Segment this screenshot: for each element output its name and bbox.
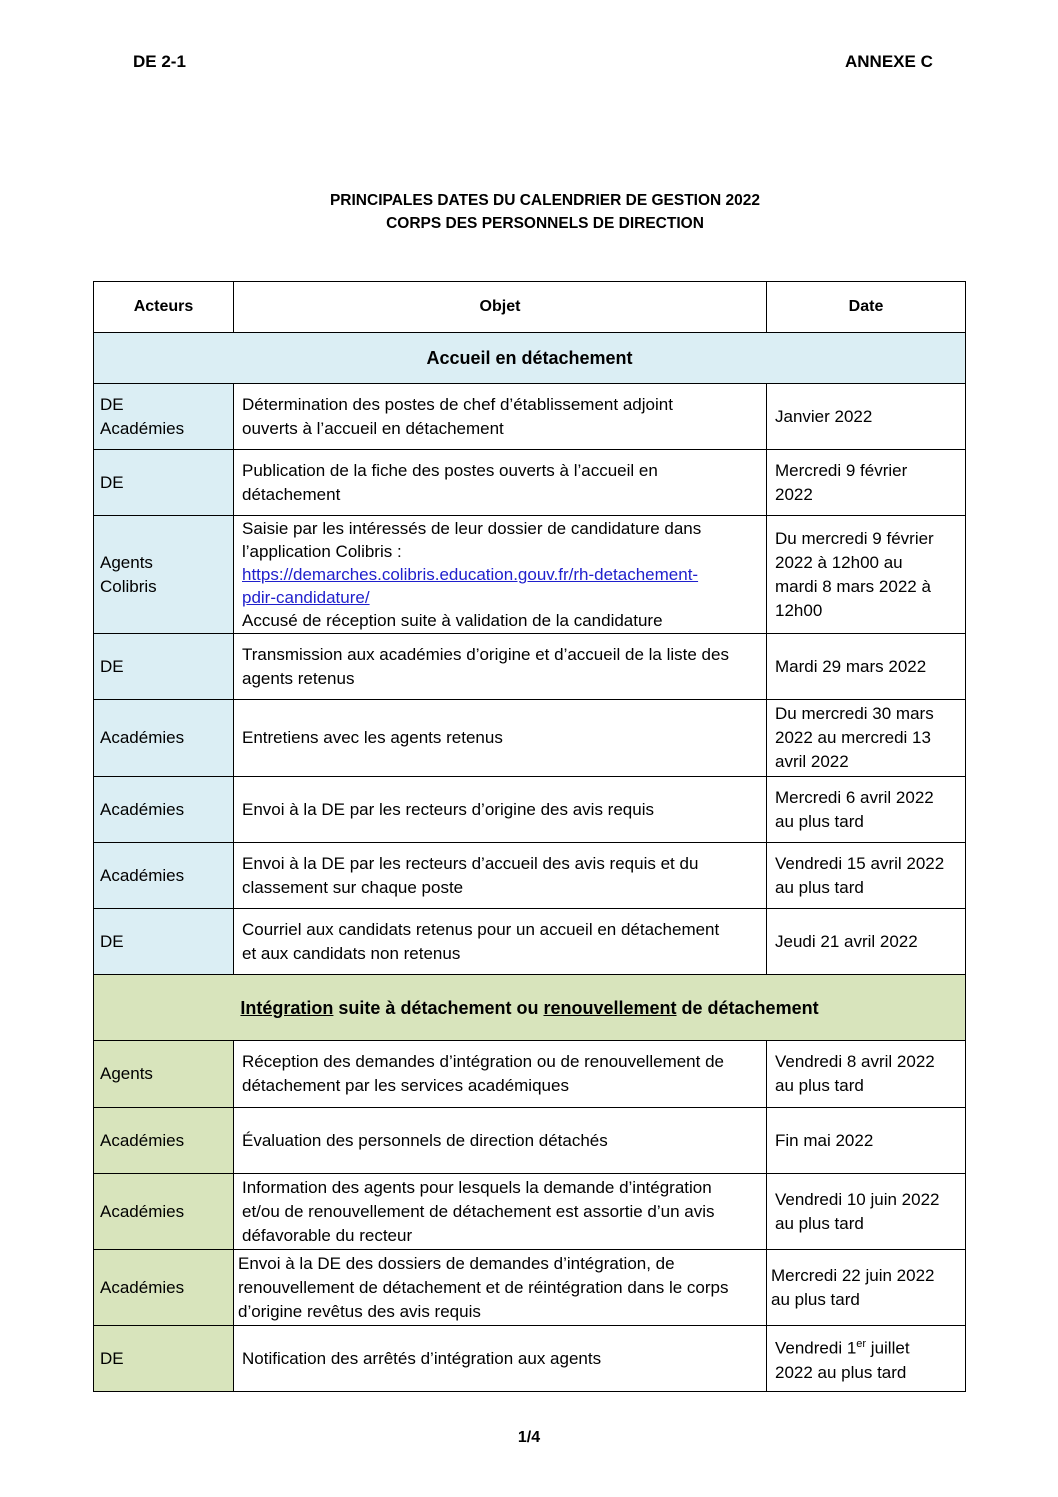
object-cell: Détermination des postes de chef d’établissement adjoint ouverts à l’accueil en détachement xyxy=(234,384,767,450)
colibris-link-continued[interactable]: pdir-candidature/ xyxy=(242,588,370,607)
actor-cell: DE Académies xyxy=(94,384,234,450)
object-cell: Entretiens avec les agents retenus xyxy=(234,700,767,777)
object-cell: Saisie par les intéressés de leur dossier de candidature dans l’application Colibris : https://demarches.colibris.education.gouv.fr/rh-detachement- pdir-candidature/ Accusé de réception suite à validation de la candidature xyxy=(234,516,767,634)
object-cell: Envoi à la DE des dossiers de demandes d’intégration, de renouvellement de détachement et de réintégration dans le corps d’origine revêtus des avis requis xyxy=(234,1250,767,1326)
date-cell: Vendredi 8 avril 2022 au plus tard xyxy=(767,1041,966,1108)
date-cell: Janvier 2022 xyxy=(767,384,966,450)
table-row xyxy=(94,843,966,909)
document-code: DE 2-1 xyxy=(133,52,186,71)
actor-cell: DE xyxy=(94,450,234,516)
date-cell: Mercredi 22 juin 2022 au plus tard xyxy=(767,1250,966,1326)
table-row xyxy=(94,1326,966,1392)
actor-cell: Académies xyxy=(94,1108,234,1174)
object-cell: Publication de la fiche des postes ouverts à l’accueil en détachement xyxy=(234,450,767,516)
date-cell: Fin mai 2022 xyxy=(767,1108,966,1174)
page-title: PRINCIPALES DATES DU CALENDRIER DE GESTION 2022 xyxy=(329,192,761,209)
table-row xyxy=(94,450,966,516)
table-row xyxy=(94,1174,966,1250)
date-cell: Mardi 29 mars 2022 xyxy=(767,634,966,700)
actor-cell: Académies xyxy=(94,777,234,843)
calendar-table xyxy=(93,281,966,1392)
table-row xyxy=(94,909,966,975)
section-title-accueil: Accueil en détachement xyxy=(94,333,966,384)
date-cell: Vendredi 15 avril 2022 au plus tard xyxy=(767,843,966,909)
actor-cell: DE xyxy=(94,1326,234,1392)
date-cell: Vendredi 1er juillet 2022 au plus tard xyxy=(767,1326,966,1392)
date-cell: Jeudi 21 avril 2022 xyxy=(767,909,966,975)
annex-label: ANNEXE C xyxy=(845,52,933,71)
actor-cell: Agents xyxy=(94,1041,234,1108)
page-subtitle: CORPS DES PERSONNELS DE DIRECTION xyxy=(386,215,704,232)
table-row xyxy=(94,700,966,777)
object-cell: Réception des demandes d’intégration ou de renouvellement de détachement par les services académiques xyxy=(234,1041,767,1108)
actor-cell: Académies xyxy=(94,700,234,777)
actor-cell: DE xyxy=(94,909,234,975)
date-cell: Mercredi 6 avril 2022 au plus tard xyxy=(767,777,966,843)
actor-cell: Académies xyxy=(94,1174,234,1250)
header-actors: Acteurs xyxy=(94,282,234,333)
date-cell: Mercredi 9 février 2022 xyxy=(767,450,966,516)
date-cell: Du mercredi 30 mars 2022 au mercredi 13 avril 2022 xyxy=(767,700,966,777)
actor-cell: Agents Colibris xyxy=(94,516,234,634)
table-row xyxy=(94,516,966,634)
table-row xyxy=(94,777,966,843)
page-number: 1/4 xyxy=(517,1429,541,1446)
date-cell: Du mercredi 9 février 2022 à 12h00 au mardi 8 mars 2022 à 12h00 xyxy=(767,516,966,634)
object-cell: Envoi à la DE par les recteurs d’accueil des avis requis et du classement sur chaque poste xyxy=(234,843,767,909)
object-cell: Information des agents pour lesquels la demande d’intégration et/ou de renouvellement de détachement est assortie d’un avis défavorable du recteur xyxy=(234,1174,767,1250)
table-row xyxy=(94,1041,966,1108)
table-row xyxy=(94,1250,966,1326)
object-cell: Notification des arrêtés d’intégration aux agents xyxy=(234,1326,767,1392)
table-row xyxy=(94,384,966,450)
colibris-link[interactable]: https://demarches.colibris.education.gouv.fr/rh-detachement- xyxy=(242,565,699,584)
table-row xyxy=(94,634,966,700)
actor-cell: Académies xyxy=(94,1250,234,1326)
section-title-integration: Intégration suite à détachement ou renouvellement de détachement xyxy=(94,975,966,1041)
date-cell: Vendredi 10 juin 2022 au plus tard xyxy=(767,1174,966,1250)
table-row xyxy=(94,1108,966,1174)
object-cell: Évaluation des personnels de direction détachés xyxy=(234,1108,767,1174)
object-cell: Transmission aux académies d’origine et d’accueil de la liste des agents retenus xyxy=(234,634,767,700)
object-cell: Envoi à la DE par les recteurs d’origine des avis requis xyxy=(234,777,767,843)
actor-cell: Académies xyxy=(94,843,234,909)
header-date: Date xyxy=(767,282,966,333)
header-object: Objet xyxy=(234,282,767,333)
object-cell: Courriel aux candidats retenus pour un accueil en détachement et aux candidats non retenus xyxy=(234,909,767,975)
actor-cell: DE xyxy=(94,634,234,700)
